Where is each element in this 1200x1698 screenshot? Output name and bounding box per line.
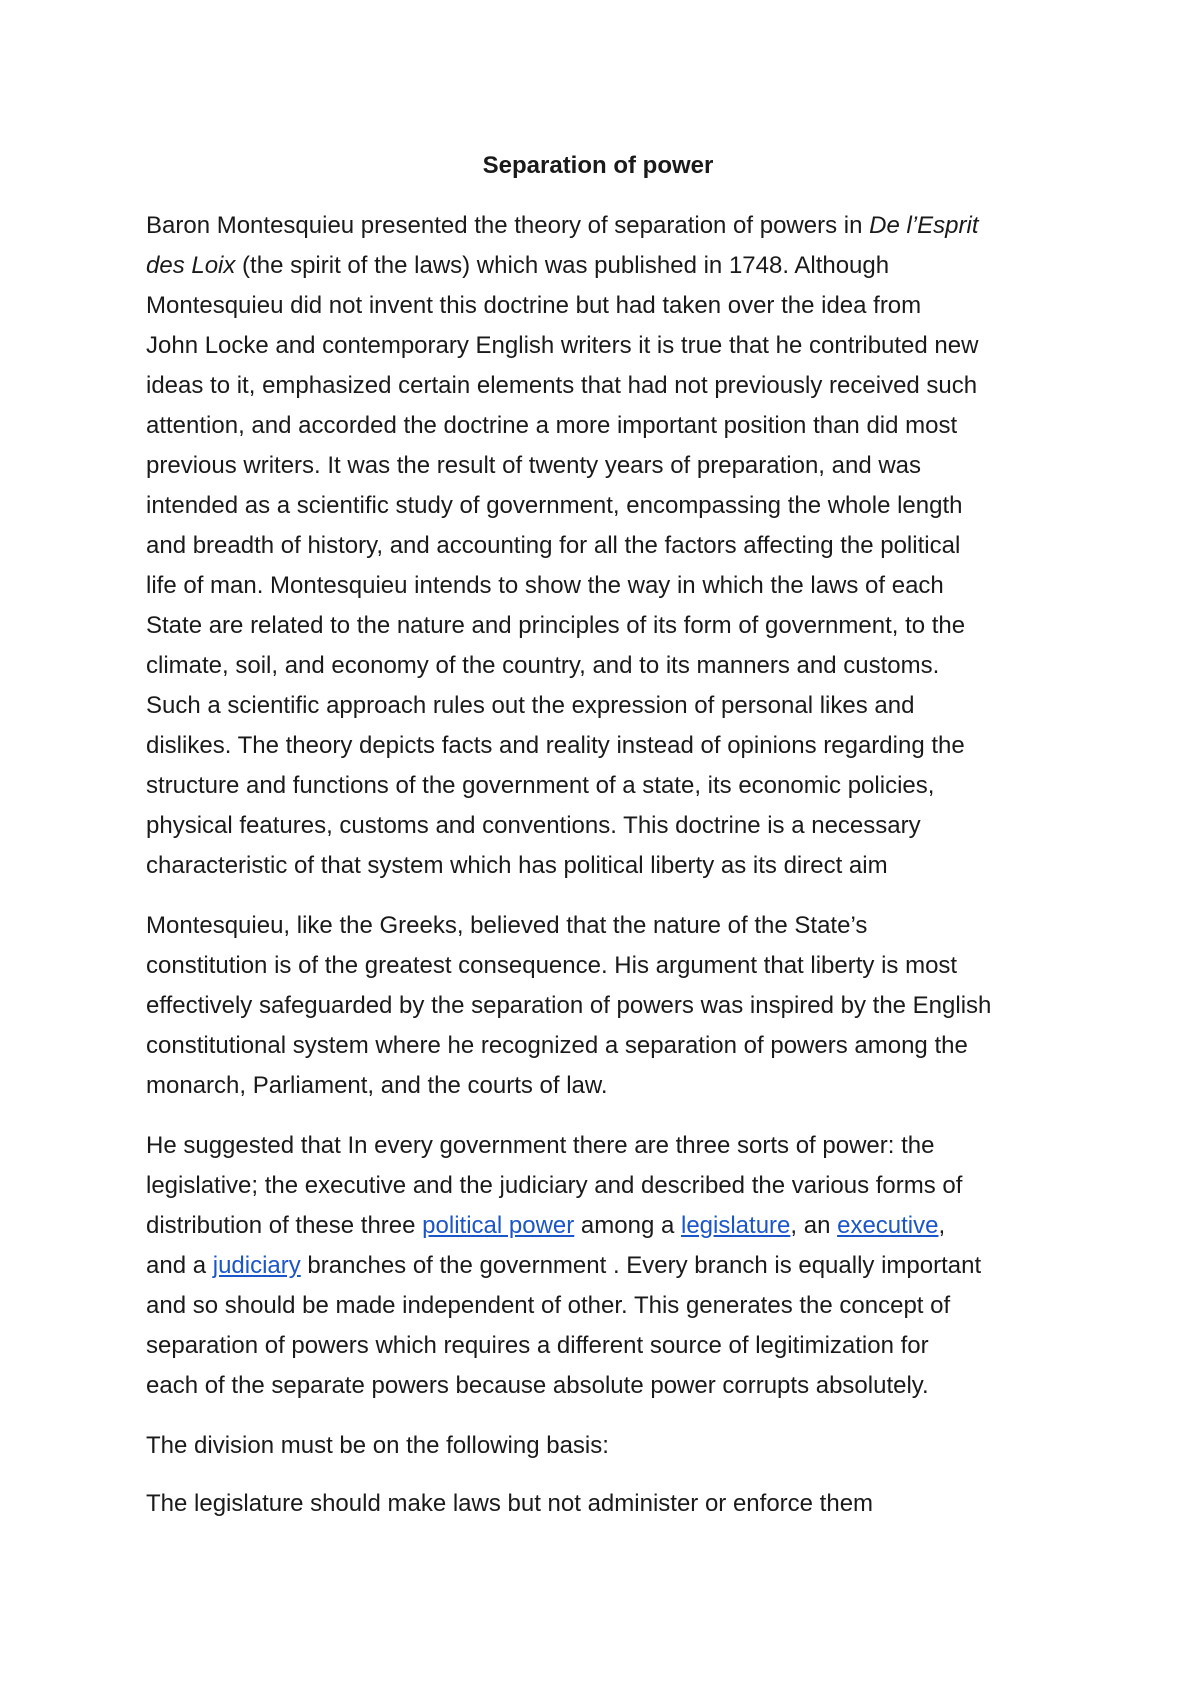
text-line: previous writers. It was the result of twenty years of preparation, and was [146, 452, 922, 479]
text-line: structure and functions of the government of a state, its economic policies, [146, 772, 935, 799]
text-line: Montesquieu, like the Greeks, believed that the nature of the State’s [146, 912, 868, 939]
text-line: life of man. Montesquieu intends to show the way in which the laws of each [146, 572, 944, 599]
text-line: effectively safeguarded by the separation of powers was inspired by the English [146, 992, 992, 1019]
text-line: characteristic of that system which has political liberty as its direct aim [146, 852, 888, 879]
text-line: constitution is of the greatest consequence. His argument that liberty is most [146, 952, 958, 979]
paragraph-4 [146, 1426, 1050, 1466]
paragraph-2 [146, 906, 1050, 1106]
legislature-link[interactable]: legislature [680, 1212, 791, 1239]
document-title: Separation of power [482, 152, 714, 179]
text-line: and breadth of history, and accounting for all the factors affecting the political [146, 532, 961, 559]
text-line: each of the separate powers because absolute power corrupts absolutely. [146, 1372, 929, 1399]
judiciary-link[interactable]: judiciary [212, 1252, 301, 1279]
text-line: intended as a scientific study of government, encompassing the whole length [146, 492, 963, 519]
text-line: monarch, Parliament, and the courts of law. [146, 1072, 608, 1099]
text-line: distribution of these three political power among a legislature, an executive, [146, 1212, 946, 1239]
text-line: ideas to it, emphasized certain elements that had not previously received such [146, 372, 978, 399]
paragraph-5 [146, 1484, 1050, 1524]
text-line: climate, soil, and economy of the country, and to its manners and customs. [146, 652, 940, 679]
text-line: legislative; the executive and the judiciary and described the various forms of [146, 1172, 963, 1199]
paragraph-3 [146, 1126, 1050, 1406]
text-line: separation of powers which requires a different source of legitimization for [146, 1332, 929, 1359]
text-line: The division must be on the following basis: [146, 1432, 609, 1459]
political-power-link[interactable]: political power [422, 1212, 575, 1239]
paragraph-1 [146, 206, 1050, 886]
text-line: physical features, customs and conventions. This doctrine is a necessary [146, 812, 921, 839]
book-title-italic: De l’Esprit [869, 212, 979, 239]
text-line: and a judiciary branches of the government . Every branch is equally important [146, 1252, 982, 1279]
text-line: Baron Montesquieu presented the theory of separation of powers in De l’Esprit [146, 212, 979, 239]
text-line: attention, and accorded the doctrine a more important position than did most [146, 412, 958, 439]
text-line: dislikes. The theory depicts facts and reality instead of opinions regarding the [146, 732, 965, 759]
text-line: The legislature should make laws but not administer or enforce them [146, 1490, 874, 1517]
text-line: and so should be made independent of other. This generates the concept of [146, 1292, 951, 1319]
executive-link[interactable]: executive [837, 1212, 939, 1239]
text-line: Such a scientific approach rules out the expression of personal likes and [146, 692, 915, 719]
text-line: He suggested that In every government there are three sorts of power: the [146, 1132, 935, 1159]
text-line: des Loix (the spirit of the laws) which was published in 1748. Although [146, 252, 890, 279]
text-line: John Locke and contemporary English writers it is true that he contributed new [146, 332, 979, 359]
text-line: constitutional system where he recognized a separation of powers among the [146, 1032, 968, 1059]
text-line: State are related to the nature and principles of its form of government, to the [146, 612, 966, 639]
book-title-italic: des Loix [146, 252, 236, 279]
text-line: Montesquieu did not invent this doctrine but had taken over the idea from [146, 292, 922, 319]
